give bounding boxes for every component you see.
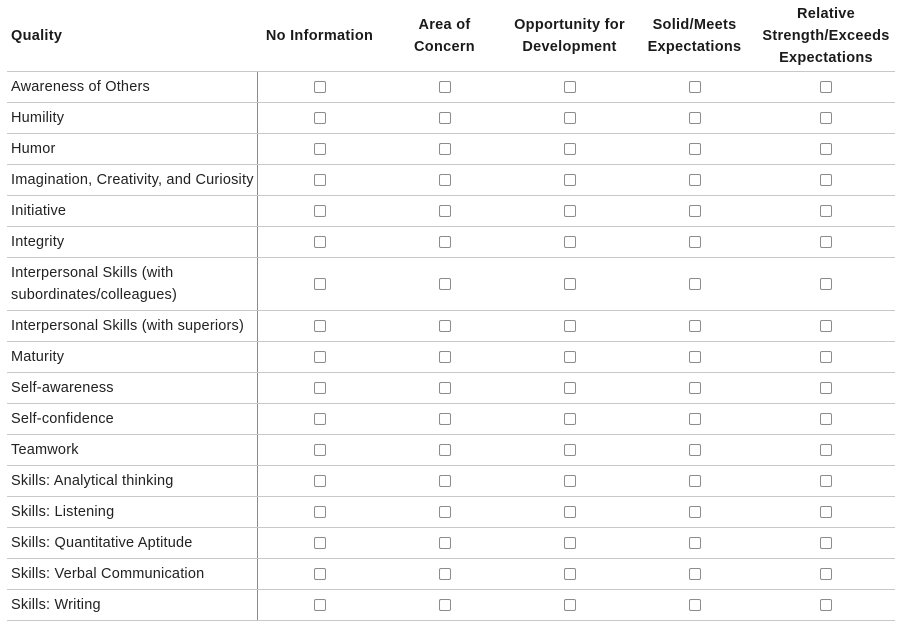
rating-cell [757,342,895,373]
table-row [7,196,895,227]
checkbox-no-information[interactable] [314,174,326,186]
checkbox-no-information[interactable] [314,475,326,487]
rating-cell [257,497,382,528]
rating-cell [507,435,632,466]
header-relative-strength: Relative Strength/Exceeds Expectations [757,0,895,72]
rating-cell [382,528,507,559]
rating-cell [632,103,757,134]
checkbox-area-of-concern[interactable] [439,382,451,394]
rating-cell [257,528,382,559]
quality-label: Skills: Writing [7,590,257,621]
checkbox-opportunity-for-development[interactable] [564,475,576,487]
checkbox-relative-strength[interactable] [820,143,832,155]
rating-cell [257,559,382,590]
checkbox-area-of-concern[interactable] [439,599,451,611]
checkbox-solid-meets-expectations[interactable] [689,568,701,580]
rating-cell [257,311,382,342]
checkbox-relative-strength[interactable] [820,444,832,456]
checkbox-relative-strength[interactable] [820,112,832,124]
checkbox-opportunity-for-development[interactable] [564,599,576,611]
checkbox-relative-strength[interactable] [820,599,832,611]
rating-cell [507,196,632,227]
rating-cell [757,404,895,435]
quality-label: Teamwork [7,435,257,466]
rating-cell [507,311,632,342]
rating-cell [507,342,632,373]
rating-cell [382,258,507,311]
rating-cell [632,134,757,165]
checkbox-relative-strength[interactable] [820,475,832,487]
rating-cell [507,165,632,196]
rating-cell [757,227,895,258]
checkbox-solid-meets-expectations[interactable] [689,351,701,363]
checkbox-area-of-concern[interactable] [439,444,451,456]
checkbox-solid-meets-expectations[interactable] [689,236,701,248]
rating-cell [632,559,757,590]
rating-cell [257,404,382,435]
checkbox-no-information[interactable] [314,444,326,456]
quality-label: Skills: Listening [7,497,257,528]
rating-cell [507,134,632,165]
checkbox-relative-strength[interactable] [820,351,832,363]
checkbox-solid-meets-expectations[interactable] [689,112,701,124]
checkbox-relative-strength[interactable] [820,81,832,93]
rating-cell [382,196,507,227]
checkbox-relative-strength[interactable] [820,568,832,580]
rating-cell [632,497,757,528]
table-row [7,72,895,103]
checkbox-solid-meets-expectations[interactable] [689,320,701,332]
checkbox-opportunity-for-development[interactable] [564,81,576,93]
rating-cell [382,435,507,466]
rating-cell [632,590,757,621]
quality-rating-table [7,0,895,621]
rating-cell [757,196,895,227]
quality-label: Humility [7,103,257,134]
rating-cell [257,196,382,227]
table-row [7,134,895,165]
table-row [7,165,895,196]
checkbox-no-information[interactable] [314,143,326,155]
rating-cell [757,103,895,134]
rating-cell [257,342,382,373]
checkbox-solid-meets-expectations[interactable] [689,475,701,487]
rating-cell [632,72,757,103]
rating-cell [257,258,382,311]
table-row [7,342,895,373]
rating-cell [632,165,757,196]
checkbox-solid-meets-expectations[interactable] [689,599,701,611]
rating-cell [632,227,757,258]
header-solid-meets-expectations: Solid/Meets Expectations [632,0,757,72]
checkbox-no-information[interactable] [314,236,326,248]
table-row [7,466,895,497]
checkbox-opportunity-for-development[interactable] [564,568,576,580]
rating-cell [757,258,895,311]
rating-cell [257,466,382,497]
checkbox-no-information[interactable] [314,599,326,611]
checkbox-opportunity-for-development[interactable] [564,236,576,248]
checkbox-opportunity-for-development[interactable] [564,382,576,394]
checkbox-area-of-concern[interactable] [439,112,451,124]
rating-cell [632,404,757,435]
checkbox-solid-meets-expectations[interactable] [689,382,701,394]
checkbox-opportunity-for-development[interactable] [564,537,576,549]
checkbox-area-of-concern[interactable] [439,568,451,580]
rating-cell [757,165,895,196]
checkbox-no-information[interactable] [314,81,326,93]
rating-cell [632,342,757,373]
checkbox-opportunity-for-development[interactable] [564,143,576,155]
table-row [7,559,895,590]
rating-cell [382,165,507,196]
checkbox-area-of-concern[interactable] [439,475,451,487]
rating-cell [257,103,382,134]
quality-label: Self-awareness [7,373,257,404]
rating-cell [382,311,507,342]
checkbox-opportunity-for-development[interactable] [564,413,576,425]
table-row [7,404,895,435]
checkbox-no-information[interactable] [314,351,326,363]
table-row [7,528,895,559]
rating-cell [507,72,632,103]
checkbox-relative-strength[interactable] [820,537,832,549]
checkbox-area-of-concern[interactable] [439,351,451,363]
rating-cell [382,373,507,404]
rating-cell [382,404,507,435]
rating-cell [382,497,507,528]
checkbox-relative-strength[interactable] [820,382,832,394]
checkbox-relative-strength[interactable] [820,174,832,186]
rating-cell [632,258,757,311]
rating-cell [257,165,382,196]
rating-cell [507,528,632,559]
rating-cell [507,103,632,134]
checkbox-relative-strength[interactable] [820,506,832,518]
table-row [7,311,895,342]
checkbox-solid-meets-expectations[interactable] [689,278,701,290]
rating-cell [757,435,895,466]
quality-label: Skills: Analytical thinking [7,466,257,497]
quality-label: Skills: Quantitative Aptitude [7,528,257,559]
rating-table-body [7,72,895,621]
checkbox-opportunity-for-development[interactable] [564,351,576,363]
checkbox-relative-strength[interactable] [820,236,832,248]
rating-cell [757,528,895,559]
table-row [7,373,895,404]
table-row [7,435,895,466]
rating-cell [757,590,895,621]
rating-cell [257,227,382,258]
checkbox-relative-strength[interactable] [820,205,832,217]
checkbox-no-information[interactable] [314,537,326,549]
checkbox-opportunity-for-development[interactable] [564,320,576,332]
checkbox-area-of-concern[interactable] [439,174,451,186]
rating-cell [382,72,507,103]
header-quality: Quality [7,0,257,72]
rating-cell [757,72,895,103]
rating-cell [757,466,895,497]
rating-cell [757,497,895,528]
header-no-information: No Information [257,0,382,72]
quality-label: Interpersonal Skills (with superiors) [7,311,257,342]
checkbox-relative-strength[interactable] [820,413,832,425]
checkbox-opportunity-for-development[interactable] [564,506,576,518]
table-row [7,590,895,621]
quality-label: Maturity [7,342,257,373]
checkbox-opportunity-for-development[interactable] [564,112,576,124]
rating-cell [632,466,757,497]
checkbox-area-of-concern[interactable] [439,506,451,518]
checkbox-area-of-concern[interactable] [439,81,451,93]
rating-cell [507,404,632,435]
rating-cell [257,72,382,103]
checkbox-no-information[interactable] [314,320,326,332]
checkbox-no-information[interactable] [314,568,326,580]
rating-cell [757,559,895,590]
rating-cell [757,311,895,342]
rating-cell [632,311,757,342]
quality-label: Humor [7,134,257,165]
rating-cell [757,134,895,165]
checkbox-solid-meets-expectations[interactable] [689,174,701,186]
checkbox-opportunity-for-development[interactable] [564,205,576,217]
checkbox-solid-meets-expectations[interactable] [689,143,701,155]
header-opportunity-for-development: Opportunity for Development [507,0,632,72]
rating-cell [382,559,507,590]
checkbox-opportunity-for-development[interactable] [564,444,576,456]
table-row [7,227,895,258]
rating-cell [507,258,632,311]
rating-cell [507,466,632,497]
quality-label: Imagination, Creativity, and Curiosity [7,165,257,196]
header-area-of-concern: Area of Concern [382,0,507,72]
checkbox-no-information[interactable] [314,205,326,217]
checkbox-no-information[interactable] [314,506,326,518]
checkbox-solid-meets-expectations[interactable] [689,81,701,93]
rating-cell [632,528,757,559]
rating-cell [382,590,507,621]
rating-cell [382,466,507,497]
rating-cell [507,559,632,590]
checkbox-no-information[interactable] [314,413,326,425]
table-row [7,497,895,528]
checkbox-solid-meets-expectations[interactable] [689,506,701,518]
checkbox-area-of-concern[interactable] [439,205,451,217]
checkbox-solid-meets-expectations[interactable] [689,413,701,425]
rating-cell [257,590,382,621]
checkbox-area-of-concern[interactable] [439,537,451,549]
rating-cell [257,373,382,404]
table-row [7,103,895,134]
quality-label: Skills: Verbal Communication [7,559,257,590]
rating-cell [382,134,507,165]
checkbox-relative-strength[interactable] [820,320,832,332]
checkbox-solid-meets-expectations[interactable] [689,537,701,549]
checkbox-no-information[interactable] [314,278,326,290]
checkbox-no-information[interactable] [314,382,326,394]
rating-cell [757,373,895,404]
quality-label: Initiative [7,196,257,227]
quality-label: Awareness of Others [7,72,257,103]
checkbox-solid-meets-expectations[interactable] [689,444,701,456]
checkbox-area-of-concern[interactable] [439,278,451,290]
table-row [7,258,895,311]
rating-cell [507,227,632,258]
quality-label: Integrity [7,227,257,258]
checkbox-opportunity-for-development[interactable] [564,174,576,186]
rating-cell [257,435,382,466]
quality-label: Self-confidence [7,404,257,435]
checkbox-area-of-concern[interactable] [439,413,451,425]
rating-cell [632,196,757,227]
checkbox-area-of-concern[interactable] [439,143,451,155]
checkbox-area-of-concern[interactable] [439,236,451,248]
rating-cell [507,497,632,528]
rating-cell [382,103,507,134]
rating-cell [382,227,507,258]
quality-label: Interpersonal Skills (with subordinates/colleagues) [7,258,257,311]
rating-cell [257,134,382,165]
checkbox-no-information[interactable] [314,112,326,124]
rating-cell [632,373,757,404]
checkbox-relative-strength[interactable] [820,278,832,290]
rating-cell [507,590,632,621]
checkbox-area-of-concern[interactable] [439,320,451,332]
header-row [7,0,895,72]
checkbox-solid-meets-expectations[interactable] [689,205,701,217]
checkbox-opportunity-for-development[interactable] [564,278,576,290]
rating-cell [382,342,507,373]
rating-cell [507,373,632,404]
rating-cell [632,435,757,466]
